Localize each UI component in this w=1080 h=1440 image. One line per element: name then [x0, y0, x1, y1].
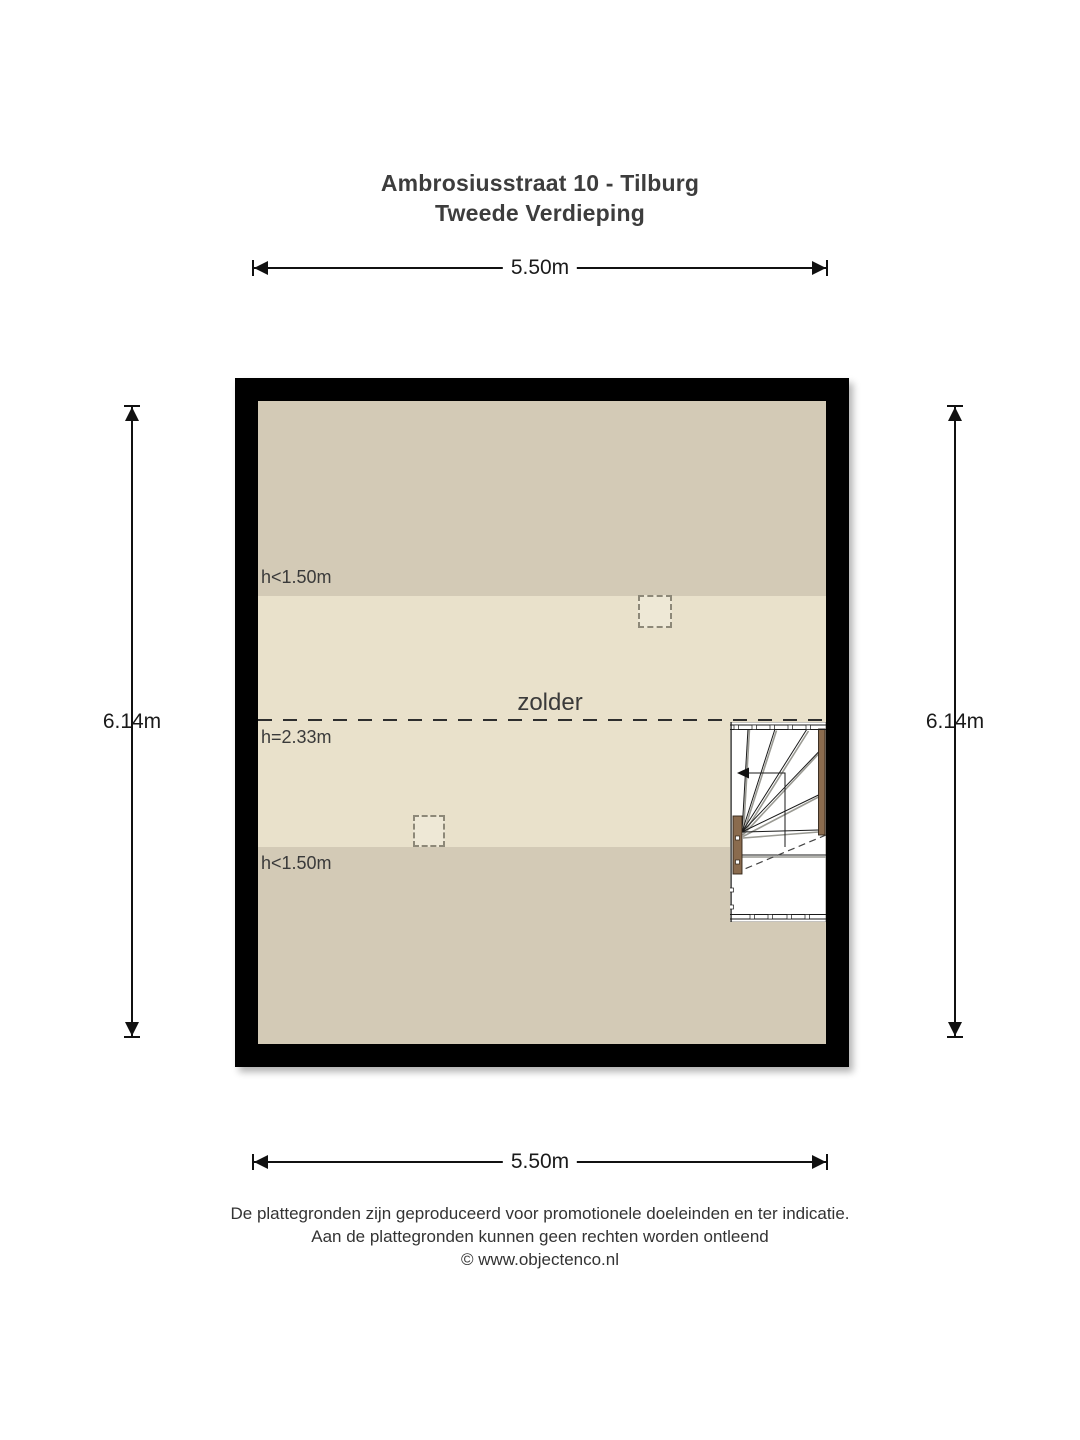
height-label-middle: h=2.33m: [261, 727, 332, 747]
arrow-left-icon: [254, 261, 268, 275]
dimension-right: [925, 405, 985, 1038]
dimension-top: [252, 256, 828, 280]
arrow-down-icon: [948, 1022, 962, 1036]
disclaimer-line-2: Aan de plattegronden kunnen geen rechten worden ontleend: [311, 1227, 769, 1246]
dimension-tick: [826, 260, 828, 276]
dimension-bottom: [252, 1150, 828, 1174]
dimension-tick: [826, 1154, 828, 1170]
dimension-label-left: 6.14m: [102, 709, 162, 733]
page-title: [0, 168, 1080, 228]
disclaimer: [0, 1202, 1080, 1271]
dimension-tick: [124, 1036, 140, 1038]
dimension-tick: [947, 1036, 963, 1038]
height-label-lower: h<1.50m: [261, 853, 332, 873]
staircase: [730, 722, 826, 922]
arrow-left-icon: [254, 1155, 268, 1169]
arrow-right-icon: [812, 1155, 826, 1169]
arrow-down-icon: [125, 1022, 139, 1036]
dimension-label-bottom: 5.50m: [503, 1150, 577, 1174]
title-address: Ambrosiusstraat 10 - Tilburg: [380, 170, 700, 196]
dimension-label-top: 5.50m: [503, 256, 577, 280]
room-label: zolder: [517, 689, 583, 716]
disclaimer-line-1: De plattegronden zijn geproduceerd voor promotionele doeleinden en ter indicatie.: [230, 1204, 850, 1223]
title-floor: Tweede Verdieping: [434, 200, 646, 226]
copyright-line: © www.objectenco.nl: [460, 1250, 620, 1269]
dimension-label-right: 6.14m: [925, 709, 985, 733]
arrow-up-icon: [948, 407, 962, 421]
attic-room: [258, 401, 826, 1044]
floorplan-outline: [235, 378, 849, 1067]
height-label-upper: h<1.50m: [261, 567, 332, 587]
low-headroom-zone-upper: [258, 401, 826, 596]
skylight: [638, 595, 672, 628]
dimension-left: [102, 405, 162, 1038]
arrow-right-icon: [812, 261, 826, 275]
arrow-up-icon: [125, 407, 139, 421]
roof-ridge-dashed-line: [258, 719, 826, 721]
skylight: [413, 815, 445, 847]
